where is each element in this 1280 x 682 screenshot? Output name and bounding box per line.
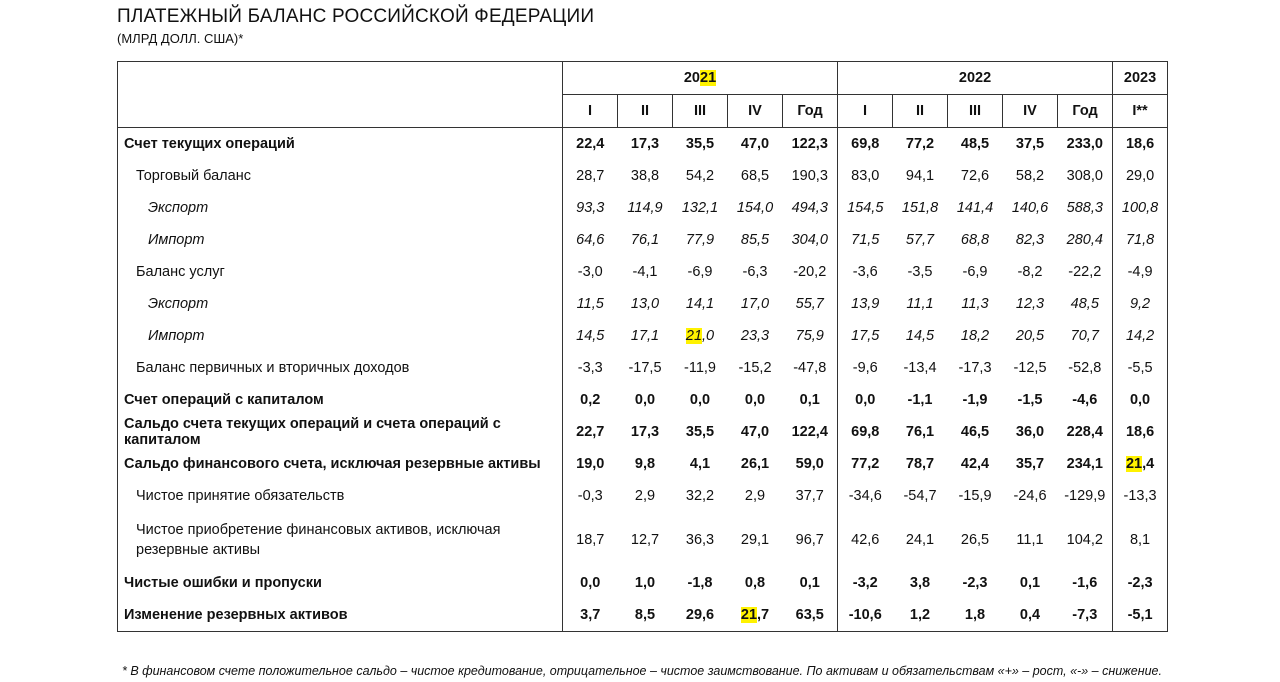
- table-row: [118, 288, 1168, 320]
- value-cell: 8,5: [618, 599, 673, 632]
- value-cell: -1,1: [907, 392, 933, 408]
- value-cell: -34,6: [848, 488, 882, 504]
- value-cell: 37,7: [783, 480, 838, 512]
- value-cell: 0,0: [1113, 384, 1168, 416]
- value-cell: -129,9: [1058, 480, 1113, 512]
- value-cell: -4,1: [632, 264, 658, 280]
- value-cell: 3,8: [909, 575, 931, 591]
- value-cell: -47,8: [783, 352, 838, 384]
- value-cell: 3,7: [563, 599, 618, 632]
- value-cell: 11,1: [1016, 531, 1044, 548]
- value-cell: 32,2: [685, 488, 715, 504]
- table-row: [118, 416, 1168, 448]
- value-cell: 228,4: [1058, 416, 1113, 448]
- value-cell: 17,0: [740, 296, 770, 312]
- quarter-header: III: [673, 95, 728, 128]
- value-cell: 22,4: [576, 136, 605, 152]
- value-cell: 55,7: [783, 288, 838, 320]
- header-blank-cell: [118, 62, 563, 128]
- value-cell: 588,3: [1058, 192, 1113, 224]
- row-label: Изменение резервных активов: [118, 599, 563, 632]
- value-cell: 0,4: [1003, 599, 1058, 632]
- year-header-2023: 2023: [1113, 62, 1168, 95]
- row-label: Баланс первичных и вторичных доходов: [118, 352, 563, 384]
- value-cell: 17,1: [630, 328, 660, 344]
- year-header-row: [118, 62, 1168, 95]
- value-cell: 18,7: [576, 531, 605, 548]
- value-cell: 96,7: [783, 512, 838, 567]
- table-row: [118, 128, 1168, 161]
- value-rest: ,4: [1142, 456, 1155, 472]
- value-cell: -2,3: [962, 575, 988, 591]
- value-cell: -13,3: [1113, 480, 1168, 512]
- value-cell: 12,7: [630, 531, 660, 548]
- value-cell: 69,8: [851, 424, 880, 440]
- row-label: Счет операций с капиталом: [118, 384, 563, 416]
- value-cell: -6,9: [687, 264, 713, 280]
- value-cell: -3,3: [577, 360, 603, 376]
- value-cell: 154,0: [736, 200, 774, 216]
- value-cell: 11,1: [906, 296, 934, 312]
- value-cell: 0,1: [1019, 575, 1041, 591]
- value-cell: 47,0: [740, 424, 770, 440]
- value-cell: 63,5: [783, 599, 838, 632]
- value-cell: 20,5: [1015, 328, 1045, 344]
- value-cell: 17,3: [630, 136, 660, 152]
- value-cell: 0,0: [689, 392, 711, 408]
- value-cell: 48,5: [1058, 288, 1113, 320]
- value-cell: 104,2: [1058, 512, 1113, 567]
- year-header-2022: 2022: [838, 62, 1113, 95]
- value-cell: 132,1: [681, 200, 719, 216]
- value-cell: [673, 320, 728, 352]
- value-cell: 36,0: [1015, 424, 1045, 440]
- highlight-mark: 21: [740, 607, 758, 623]
- value-cell: 0,8: [744, 575, 766, 591]
- value-cell: 14,2: [1113, 320, 1168, 352]
- value-cell: 14,5: [905, 328, 935, 344]
- value-cell: 22,7: [576, 424, 605, 440]
- value-cell: 76,1: [905, 424, 935, 440]
- table-row: [118, 599, 1168, 632]
- value-cell: 13,9: [851, 296, 880, 312]
- value-cell: 38,8: [630, 168, 660, 184]
- value-cell: 23,3: [740, 328, 770, 344]
- row-label: Импорт: [118, 320, 563, 352]
- value-cell: -24,6: [1013, 488, 1047, 504]
- value-cell: -6,3: [742, 264, 768, 280]
- value-rest: ,0: [702, 328, 715, 344]
- value-cell: [1113, 448, 1168, 480]
- value-cell: 2,9: [634, 488, 656, 504]
- quarter-header: II: [893, 95, 948, 128]
- value-cell: -1,6: [1058, 567, 1113, 599]
- table-row: [118, 512, 1168, 567]
- value-cell: -10,6: [838, 599, 893, 632]
- quarter-header: Год: [783, 95, 838, 128]
- value-cell: -8,2: [1017, 264, 1043, 280]
- value-cell: 1,2: [893, 599, 948, 632]
- value-cell: 29,0: [1113, 160, 1168, 192]
- quarter-header: I: [838, 95, 893, 128]
- value-cell: 36,3: [685, 531, 715, 548]
- value-cell: 0,0: [744, 392, 766, 408]
- value-cell: 9,8: [634, 456, 656, 472]
- value-cell: -17,3: [958, 360, 992, 376]
- table-row: [118, 160, 1168, 192]
- value-cell: 100,8: [1113, 192, 1168, 224]
- highlight-mark: 21: [700, 70, 717, 86]
- balance-of-payments-table: [117, 61, 1168, 632]
- row-label: Экспорт: [118, 192, 563, 224]
- value-cell: -3,6: [852, 264, 878, 280]
- value-cell: 14,1: [685, 296, 715, 312]
- value-cell: 35,5: [685, 424, 715, 440]
- value-cell: 0,1: [783, 567, 838, 599]
- value-cell: 154,5: [847, 200, 884, 216]
- quarter-header: II: [618, 95, 673, 128]
- value-cell: 71,8: [1113, 224, 1168, 256]
- highlight-mark: 21: [1125, 456, 1143, 472]
- value-cell: -1,5: [1017, 392, 1043, 408]
- value-cell: 75,9: [783, 320, 838, 352]
- row-label: Сальдо счета текущих операций и счета операций с капиталом: [118, 416, 563, 448]
- value-cell: 29,1: [740, 531, 770, 548]
- value-cell: -13,4: [903, 360, 937, 376]
- table-row: [118, 192, 1168, 224]
- value-cell: 2,9: [744, 488, 766, 504]
- value-cell: [728, 599, 783, 632]
- value-cell: -17,5: [628, 360, 662, 376]
- value-cell: 114,9: [627, 200, 663, 216]
- value-cell: 35,5: [685, 136, 715, 152]
- row-label: Сальдо финансового счета, исключая резервные активы: [118, 448, 563, 480]
- value-cell: 70,7: [1058, 320, 1113, 352]
- value-cell: -4,9: [1113, 256, 1168, 288]
- value-cell: -20,2: [783, 256, 838, 288]
- quarter-header: I: [563, 95, 618, 128]
- value-cell: 0,0: [580, 575, 601, 591]
- value-cell: 28,7: [576, 168, 605, 184]
- value-cell: -1,9: [962, 392, 988, 408]
- quarter-header: III: [948, 95, 1003, 128]
- row-label: Чистое принятие обязательств: [118, 480, 563, 512]
- value-cell: -5,1: [1113, 599, 1168, 632]
- value-cell: 26,1: [740, 456, 770, 472]
- value-cell: -54,7: [903, 488, 937, 504]
- quarter-header: IV: [728, 95, 783, 128]
- value-cell: 58,2: [1015, 168, 1045, 184]
- value-cell: 17,3: [630, 424, 660, 440]
- value-cell: -52,8: [1058, 352, 1113, 384]
- value-cell: 82,3: [1015, 232, 1045, 248]
- table-row: [118, 352, 1168, 384]
- value-cell: 76,1: [630, 232, 660, 248]
- value-cell: 54,2: [685, 168, 715, 184]
- value-cell: 68,8: [960, 232, 990, 248]
- value-cell: 48,5: [960, 136, 990, 152]
- value-cell: -5,5: [1113, 352, 1168, 384]
- value-cell: -6,9: [962, 264, 988, 280]
- value-cell: 0,0: [855, 392, 876, 408]
- table-row: [118, 224, 1168, 256]
- value-cell: 68,5: [740, 168, 770, 184]
- value-cell: 64,6: [576, 232, 605, 248]
- value-cell: 18,6: [1113, 416, 1168, 448]
- value-cell: 14,5: [576, 328, 605, 344]
- value-cell: 280,4: [1058, 224, 1113, 256]
- value-cell: 122,3: [783, 128, 838, 161]
- row-label: Экспорт: [118, 288, 563, 320]
- value-cell: -3,2: [852, 575, 878, 591]
- value-cell: 19,0: [576, 456, 605, 472]
- quarter-header: I**: [1113, 95, 1168, 128]
- value-cell: 17,5: [851, 328, 880, 344]
- value-cell: 9,2: [1113, 288, 1168, 320]
- value-cell: -12,5: [1013, 360, 1047, 376]
- value-cell: 1,0: [634, 575, 656, 591]
- value-cell: 37,5: [1015, 136, 1045, 152]
- value-cell: 42,4: [960, 456, 990, 472]
- row-label: Счет текущих операций: [118, 128, 563, 161]
- value-cell: 85,5: [740, 232, 770, 248]
- footnote: * В финансовом счете положительное сальдо – чистое кредитование, отрицательное – чистое заимствование. По активам и обязательствам «+» – рост, «-» – снижение.: [122, 664, 1162, 678]
- value-cell: -4,6: [1058, 384, 1113, 416]
- page-title: ПЛАТЕЖНЫЙ БАЛАНС РОССИЙСКОЙ ФЕДЕРАЦИИ: [117, 6, 595, 27]
- value-cell: 77,2: [851, 456, 880, 472]
- value-cell: -15,2: [738, 360, 772, 376]
- value-cell: 59,0: [783, 448, 838, 480]
- value-cell: 151,8: [901, 200, 939, 216]
- row-label: Чистые ошибки и пропуски: [118, 567, 563, 599]
- value-rest: ,7: [757, 607, 770, 623]
- value-cell: 0,0: [634, 392, 656, 408]
- row-label: Баланс услуг: [118, 256, 563, 288]
- value-cell: 26,5: [960, 531, 990, 548]
- table-row: [118, 448, 1168, 480]
- value-cell: 494,3: [783, 192, 838, 224]
- value-cell: 29,6: [673, 599, 728, 632]
- value-cell: 35,7: [1015, 456, 1045, 472]
- quarter-header: Год: [1058, 95, 1113, 128]
- value-cell: 77,9: [685, 232, 715, 248]
- value-cell: 57,7: [905, 232, 935, 248]
- table-row: [118, 567, 1168, 599]
- value-cell: 0,2: [580, 392, 601, 408]
- value-cell: 234,1: [1058, 448, 1113, 480]
- value-cell: 18,2: [960, 328, 990, 344]
- value-cell: 46,5: [960, 424, 990, 440]
- value-cell: 13,0: [630, 296, 660, 312]
- value-cell: 4,1: [689, 456, 711, 472]
- value-cell: -3,0: [577, 264, 603, 280]
- value-cell: -2,3: [1113, 567, 1168, 599]
- year-header-2021: 2021: [563, 62, 838, 95]
- value-cell: 233,0: [1058, 128, 1113, 161]
- value-cell: 11,5: [576, 296, 604, 312]
- value-cell: -22,2: [1058, 256, 1113, 288]
- value-cell: 304,0: [783, 224, 838, 256]
- value-cell: 308,0: [1058, 160, 1113, 192]
- value-cell: 141,4: [956, 200, 994, 216]
- value-cell: 71,5: [851, 232, 880, 248]
- table-row: [118, 384, 1168, 416]
- quarter-header: IV: [1003, 95, 1058, 128]
- row-label: Торговый баланс: [118, 160, 563, 192]
- value-cell: 24,1: [905, 531, 935, 548]
- value-cell: -0,3: [577, 488, 603, 504]
- value-cell: 94,1: [905, 168, 935, 184]
- value-cell: -15,9: [958, 488, 992, 504]
- value-cell: 83,0: [851, 168, 880, 184]
- value-cell: 8,1: [1113, 512, 1168, 567]
- value-cell: -3,5: [907, 264, 933, 280]
- value-cell: 69,8: [851, 136, 880, 152]
- row-label: Импорт: [118, 224, 563, 256]
- value-cell: 190,3: [783, 160, 838, 192]
- value-cell: 72,6: [960, 168, 990, 184]
- table-row: [118, 320, 1168, 352]
- value-cell: -7,3: [1058, 599, 1113, 632]
- value-cell: 93,3: [576, 200, 605, 216]
- value-cell: -9,6: [852, 360, 878, 376]
- row-label: Чистое приобретение финансовых активов, исключая резервные активы: [118, 512, 563, 567]
- value-cell: 12,3: [1015, 296, 1045, 312]
- page-subtitle: (МЛРД ДОЛЛ. США)*: [117, 31, 244, 46]
- value-cell: 0,1: [783, 384, 838, 416]
- value-cell: -11,9: [684, 360, 716, 376]
- value-cell: 78,7: [905, 456, 935, 472]
- value-cell: -1,8: [687, 575, 713, 591]
- value-cell: 18,6: [1113, 128, 1168, 161]
- value-cell: 1,8: [948, 599, 1003, 632]
- value-cell: 11,3: [961, 296, 989, 312]
- value-cell: 77,2: [905, 136, 935, 152]
- value-cell: 122,4: [783, 416, 838, 448]
- highlight-mark: 21: [685, 328, 703, 344]
- value-cell: 140,6: [1011, 200, 1049, 216]
- table-row: [118, 480, 1168, 512]
- table-row: [118, 256, 1168, 288]
- value-cell: 47,0: [740, 136, 770, 152]
- value-cell: 42,6: [851, 531, 880, 548]
